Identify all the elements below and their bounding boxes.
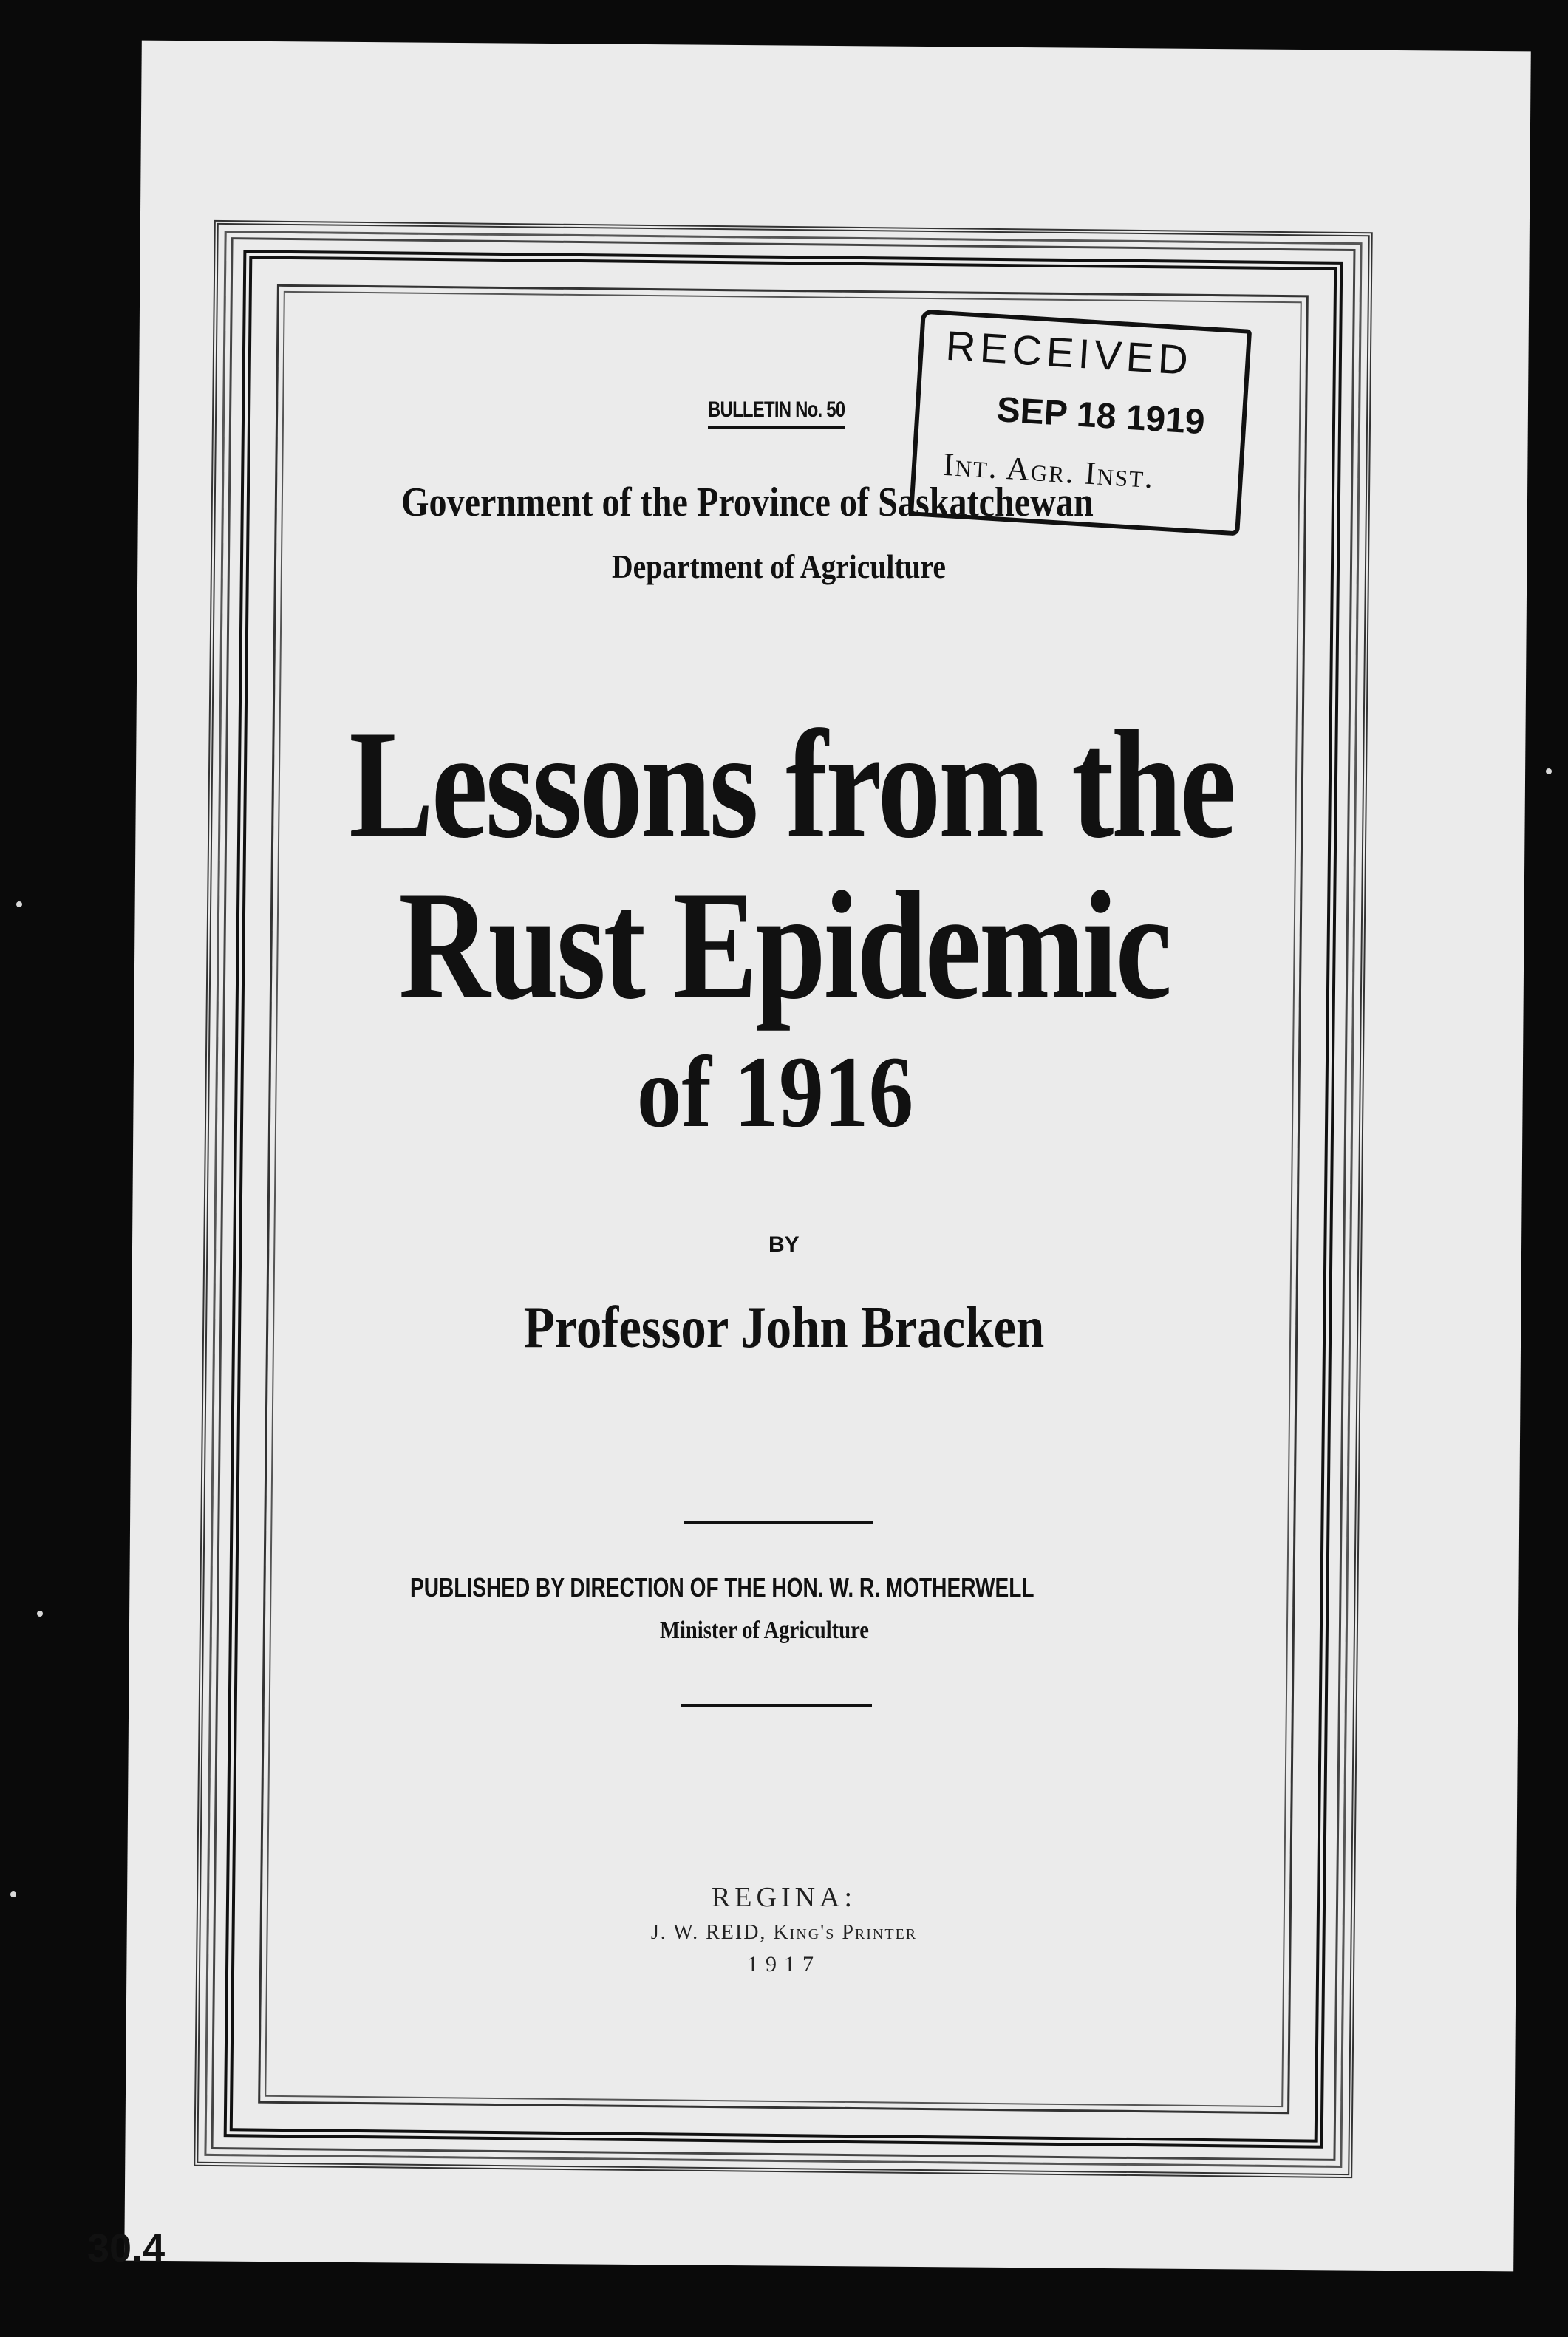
author-name: Professor John Bracken bbox=[523, 1295, 1045, 1360]
department-line: Department of Agriculture bbox=[612, 547, 946, 585]
published-by-line: PUBLISHED BY DIRECTION OF THE HON. W. R. MOTHERWELL bbox=[410, 1572, 1034, 1603]
divider-rule bbox=[681, 1704, 872, 1707]
imprint-year: 1917 bbox=[747, 1952, 821, 1976]
stamp-institute: Int. Agr. Inst. bbox=[941, 446, 1156, 496]
title-line-2: Rust Epidemic bbox=[398, 860, 1170, 1031]
stamp-received-text: RECEIVED bbox=[944, 321, 1194, 384]
imprint-printer: J. W. REID, King's Printer bbox=[650, 1921, 918, 1944]
title-line-3: of 1916 bbox=[636, 1035, 914, 1148]
government-line: Government of the Province of Saskatchewan bbox=[401, 480, 1094, 525]
title-line-1: Lessons from the bbox=[349, 699, 1234, 870]
catalog-mark: 30.4 bbox=[87, 2226, 166, 2271]
by-label: BY bbox=[768, 1232, 800, 1257]
minister-line: Minister of Agriculture bbox=[660, 1617, 869, 1644]
imprint-place: REGINA: bbox=[711, 1882, 857, 1913]
bulletin-number: BULLETIN No. 50 bbox=[708, 398, 845, 429]
stamp-date: SEP 18 1919 bbox=[995, 390, 1206, 443]
divider-rule bbox=[684, 1521, 873, 1524]
